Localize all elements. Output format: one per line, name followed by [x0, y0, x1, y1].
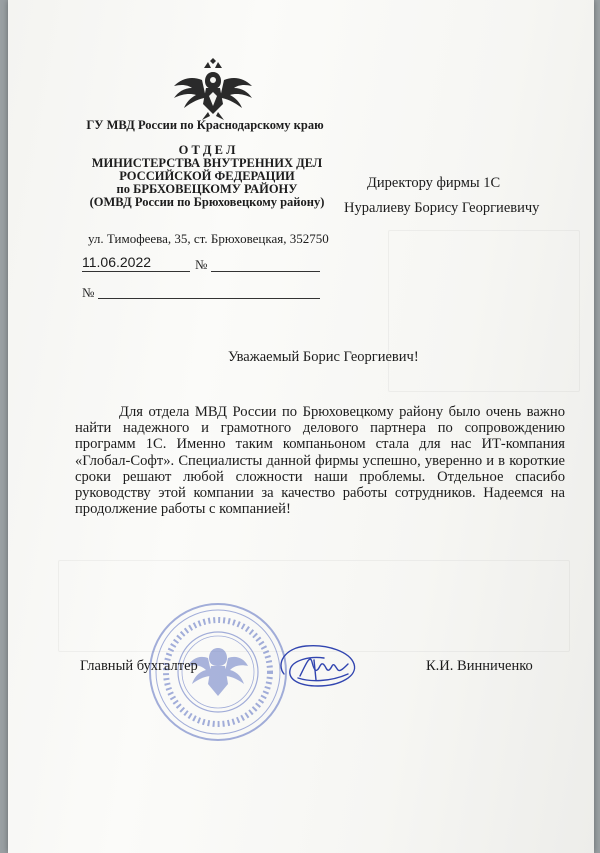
letter-date: 11.06.2022	[82, 254, 152, 270]
number-sign-2: №	[82, 285, 95, 300]
number-underline-2	[98, 298, 320, 299]
department-title: (ОМВД России по Брюховецкому району)	[89, 195, 325, 209]
signatory-position: Главный бухгалтер	[80, 658, 198, 674]
number-sign: №	[195, 257, 208, 272]
addressee-position: Директору фирмы 1С	[367, 175, 501, 191]
greeting: Уважаемый Борис Георгиевич!	[228, 349, 419, 365]
ministry-line: ГУ МВД России по Краснодарскому краю	[86, 118, 324, 132]
letter-page	[8, 0, 594, 853]
signatory-name: К.И. Винниченко	[426, 658, 533, 674]
department-title: О Т Д Е Л	[178, 143, 236, 157]
department-title: по БРБХОВЕЦКОМУ РАЙОНУ	[116, 182, 298, 196]
show-through-mark	[388, 230, 580, 392]
department-title: МИНИСТЕРСТВА ВНУТРЕННИХ ДЕЛ	[91, 156, 323, 170]
number-underline	[211, 271, 320, 272]
signature-icon	[270, 634, 366, 694]
letter-body: Для отдела МВД России по Брюховецкому району было очень важно найти надежного и грамотного делового партнера по сопровождению программ 1С. Именно таким компаньоном стала для нас ИТ-компания «Глобал-Софт». Специалисты данной фирмы успешно, уверенно и в короткие сроки решают любой сложности наши проблемы. Отдельное спасибо руководству этой компании за качество работы сотрудников. Надеемся на продолжение работы с компанией!	[75, 404, 565, 518]
eagle-emblem-icon	[168, 58, 258, 120]
department-title: РОССИЙСКОЙ ФЕДЕРАЦИИ	[119, 169, 295, 183]
date-underline	[82, 271, 190, 272]
address-line: ул. Тимофеева, 35, ст. Брюховецкая, 352750	[88, 231, 329, 246]
addressee-name: Нуралиеву Борису Георгиевичу	[344, 200, 540, 216]
